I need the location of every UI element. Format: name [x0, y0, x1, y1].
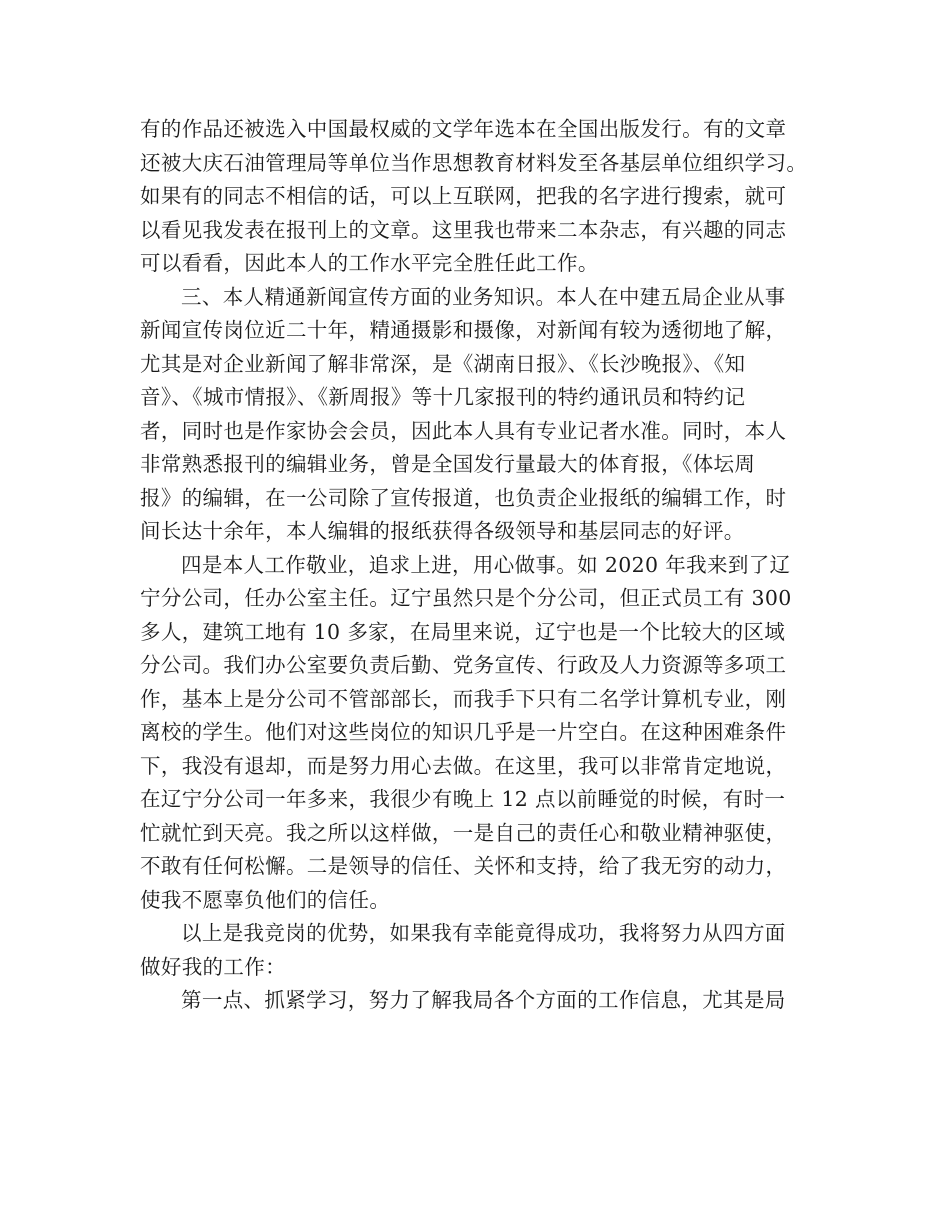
- text-line: 分公司。我们办公室要负责后勤、党务宣传、行政及人力资源等多项工: [140, 653, 787, 677]
- text-line: 离校的学生。他们对这些岗位的知识几乎是一片空白。在这种困难条件: [140, 720, 787, 744]
- text-line: 间长达十余年，本人编辑的报纸获得各级领导和基层同志的好评。: [140, 519, 745, 543]
- text-line: 者，同时也是作家协会会员，因此本人具有专业记者水准。同时，本人: [140, 418, 787, 443]
- text-line: 如果有的同志不相信的话，可以上互联网，把我的名字进行搜索，就可: [140, 184, 787, 208]
- text-line: 做好我的工作：: [140, 954, 286, 979]
- text-line: 第一点、抓紧学习，努力了解我局各个方面的工作信息，尤其是局: [181, 988, 786, 1012]
- text-line: 以看见我发表在报刊上的文章。这里我也带来二本杂志，有兴趣的同志: [140, 217, 787, 242]
- text-line: 还被大庆石油管理局等单位当作思想教育材料发至各基层单位组织学习。: [140, 150, 808, 175]
- text-line: 音》、《城市情报》、《新周报》等十几家报刊的特约通讯员和特约记: [140, 385, 746, 409]
- text-line: 使我不愿辜负他们的信任。: [140, 887, 391, 912]
- text-line: 不敢有任何松懈。二是领导的信任、关怀和支持，给了我无穷的动力，: [140, 854, 787, 878]
- text-line: 在辽宁分公司一年多来，我很少有晚上 12 点以前睡觉的时候，有时一: [140, 787, 786, 811]
- text-line: 忙就忙到天亮。我之所以这样做，一是自己的责任心和敬业精神驱使，: [140, 820, 787, 845]
- text-line: 可以看看，因此本人的工作水平完全胜任此工作。: [140, 251, 599, 275]
- text-line: 尤其是对企业新闻了解非常深，是《湖南日报》、《长沙晚报》、《知: [140, 351, 746, 376]
- text-line: 多人，建筑工地有 10 多家，在局里来说，辽宁也是一个比较大的区域: [140, 619, 786, 644]
- text-line: 非常熟悉报刊的编辑业务，曾是全国发行量最大的体育报，《体坛周: [140, 452, 756, 476]
- text-line: 有的作品还被选入中国最权威的文学年选本在全国出版发行。有的文章: [140, 117, 787, 141]
- text-line: 四是本人工作敬业，追求上进，用心做事。如 2020 年我来到了辽: [181, 552, 791, 577]
- text-line: 三、本人精通新闻宣传方面的业务知识。本人在中建五局企业从事: [181, 284, 786, 309]
- text-line: 作，基本上是分公司不管部部长，而我手下只有二名学计算机专业，刚: [140, 686, 787, 711]
- text-line: 以上是我竞岗的优势，如果我有幸能竟得成功，我将努力从四方面: [181, 921, 786, 945]
- document-body: [140, 113, 830, 1018]
- text-line: 新闻宣传岗位近二十年，精通摄影和摄像，对新闻有较为透彻地了解，: [140, 318, 787, 342]
- text-line: 报》的编辑，在一公司除了宣传报道，也负责企业报纸的编辑工作，时: [140, 485, 787, 510]
- text-line: 宁分公司，任办公室主任。辽宁虽然只是个分公司，但正式员工有 300: [140, 586, 792, 610]
- text-line: 下，我没有退却，而是努力用心去做。在这里，我可以非常肯定地说，: [140, 753, 787, 778]
